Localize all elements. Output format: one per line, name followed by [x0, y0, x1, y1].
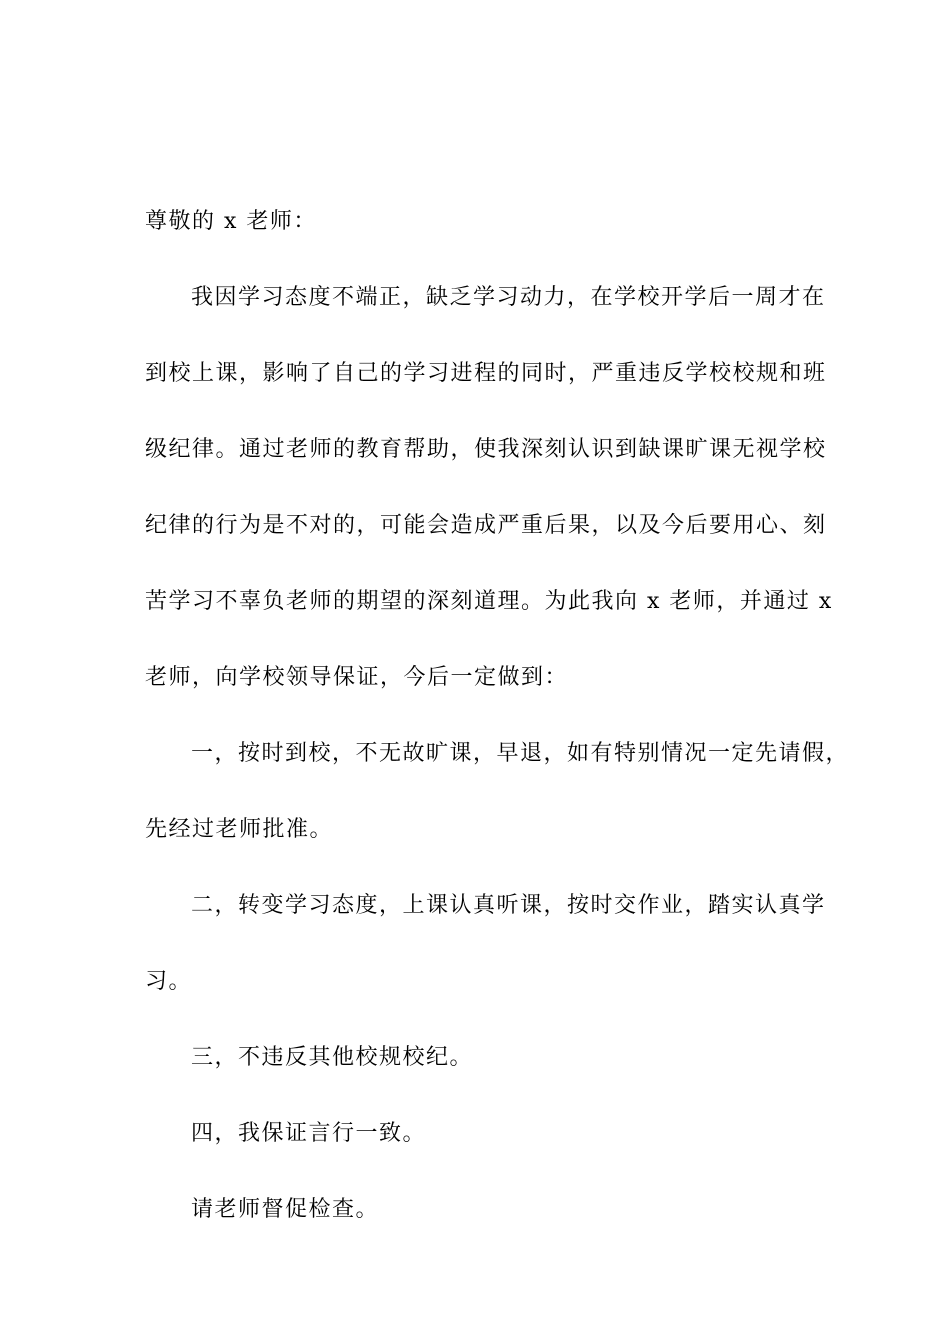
pledge-item-4-line: 四，我保证言行一致。	[191, 1121, 427, 1146]
pledge-item-2-line: 习。	[145, 969, 193, 994]
salutation-line: 尊敬的 x 老师：	[145, 209, 317, 234]
pledge-item-3	[145, 1020, 825, 1096]
main-paragraph-line: 老师，向学校领导保证，今后一定做到：	[145, 665, 569, 690]
salutation	[145, 184, 825, 260]
main-paragraph-line: 纪律的行为是不对的，可能会造成严重后果，以及今后要用心、刻	[145, 513, 827, 538]
main-paragraph-line: 到校上课，影响了自己的学习进程的同时，严重违反学校校规和班	[145, 361, 827, 386]
closing-request	[145, 1172, 825, 1248]
pledge-item-4	[145, 1096, 825, 1172]
main-paragraph-line: 级纪律。通过老师的教育帮助，使我深刻认识到缺课旷课无视学校	[145, 437, 827, 462]
closing-request-line: 请老师督促检查。	[191, 1197, 380, 1222]
main-paragraph-line: 苦学习不辜负老师的期望的深刻道理。为此我向 x 老师，并通过 x	[145, 589, 833, 614]
pledge-item-1	[145, 716, 850, 868]
pledge-item-3-line: 三，不违反其他校规校纪。	[191, 1045, 474, 1070]
letter-body	[145, 184, 850, 1248]
pledge-item-1-line: 一，按时到校，不无故旷课，早退，如有特别情况一定先请假，	[191, 741, 850, 766]
main-paragraph	[145, 260, 833, 716]
main-paragraph-line: 我因学习态度不端正，缺乏学习动力，在学校开学后一周才在	[191, 285, 826, 310]
pledge-item-1-line: 先经过老师批准。	[145, 817, 334, 842]
pledge-item-2	[145, 868, 825, 1020]
pledge-item-2-line: 二，转变学习态度，上课认真听课，按时交作业，踏实认真学	[191, 893, 826, 918]
